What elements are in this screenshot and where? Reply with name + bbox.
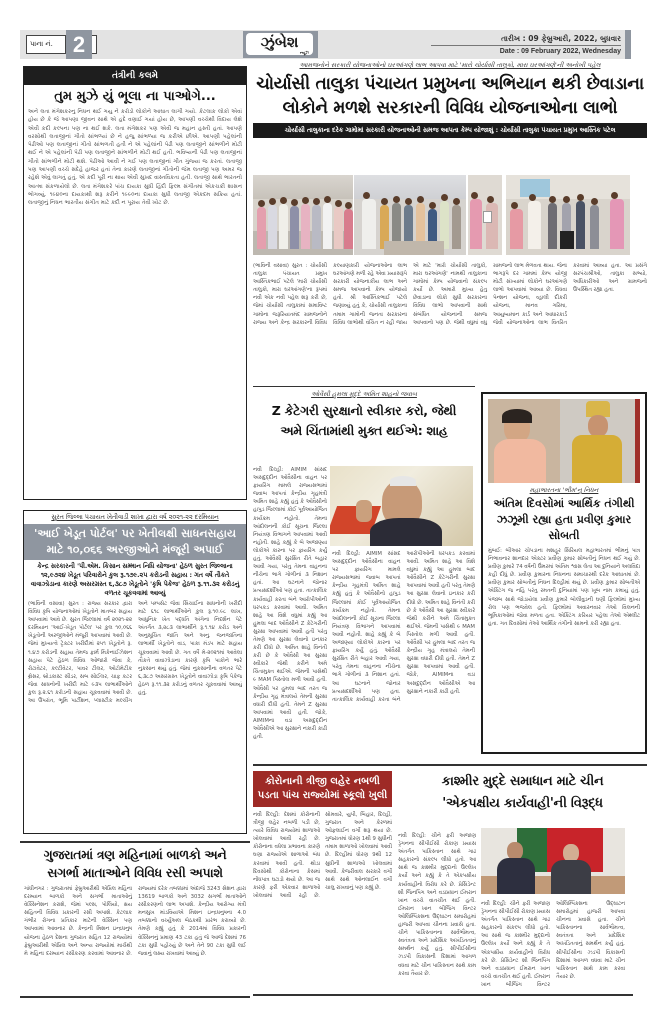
praveen-kumar-photo[interactable]: [488, 399, 640, 483]
divider: [253, 994, 633, 996]
divider: [253, 386, 475, 387]
praveen-kumar-story-box: [481, 392, 647, 754]
corona-headline-line-2: પડતા પાંચ રાજ્યોમાં સ્કૂલો ખુલી: [257, 790, 388, 801]
imran-khan-xi-jinping-photo[interactable]: [481, 828, 625, 894]
farmer-headline-line-2: માટે ૧૦,૦૬૬ અરજીઓને મંજૂરી અપાઈ: [46, 543, 224, 556]
header-accent-bar: [625, 30, 631, 59]
top-story-headline[interactable]: [253, 72, 647, 120]
kashmir-headline[interactable]: [398, 771, 647, 815]
date-block: [431, 33, 621, 57]
farmer-headline-line-1: 'આઈ ખેડૂત પોર્ટલ' પર ખેતીલક્ષી સાધનસહાય: [34, 527, 236, 540]
farmer-kicker: સુરત જિલ્લા પંચાયત ખેતીવાડી શાખા દ્વારા વર્ષ ૨૦૨૧-૨૨ દરમિયાન: [51, 514, 219, 521]
vaccine-body: ગાંધીનગર : ગુજરાતમાં ફેબ્રુઆરીથી એપ્રિલ મહિના દરમ્યાન બાળકો અને સગર્ભા માતાઓનું વેક્સિનેશન કરાશે, જેમાં પલ્સ, પોલિયો, ક્ષય સહિતની વિવિધ પ્રકારની રસી અપાશે. કેટલાક ગંભીર રોગના પ્રતિકાર માટેની વેક્સિન પણ આપવામાં આવનાર છે. કેન્દ્રની મિશન ઇન્દ્રધનુષ યોજના હેઠળ દેશના ગુજરાત સહિત 12 રાજ્યોમાં ફેબ્રુઆરીથી એપ્રિલ અને અન્ય રાજ્યોમાં માર્ચથી મે મહિના દરમ્યાન રસીકરણ કરવામાં આવનાર છે. રાજ્યમાં દરેક તબક્કામાં અંદાજે 3243 સેશન દ્વારા 13619 બાળકો અને 3032 સગર્ભા માતાઓને રસીકરણનો લાભ અપાશે. કેન્દ્રીય આરોગ્ય મંત્રી મનસુખ માંડવિયાએ મિશન ઇન્દ્રધનુષના 4.0 તબક્કાનો વર્ચ્યુઅલ બેઠકથી પ્રારંભ કરાવ્યો છે. તેમણે કહ્યું હતું કે 2014માં વિવિધ પ્રકારની વેક્સિનનું પ્રમાણ 43 ટકા હતું જે આજે દેશમાં 76 ટકા સુધી પહોંચ્યું છે અને તેને 90 ટકા સુધી લઈ જવાનું લક્ષ્ય રાખવામાં આવ્યું છે.: [24, 886, 246, 957]
vaccine-headline[interactable]: [20, 846, 250, 882]
vaccine-headline-line-1: ગુજરાતમાં ત્રણ મહિનામાં બાળકો અને: [43, 847, 227, 862]
page-number-frame: [92, 35, 97, 54]
page-number-label: પાના નં.: [26, 35, 66, 54]
masthead: [20, 30, 631, 59]
editorial-title[interactable]: તુમ મુઝે યું ભૂલા ના પાઓગે...: [54, 89, 216, 104]
date-english: Date : 09 February 2022, Wednesday: [499, 48, 621, 55]
pk-headline-line-2: ઝઝૂમી રહ્યા હતા પ્રવીણ કુમાર સોબતી: [496, 513, 632, 542]
logo-subtext: ન્યૂઝ: [299, 50, 309, 55]
date-gujarati: તારીખ : 09 ફેબ્રુઆરી, 2022, બુધવાર: [431, 33, 621, 46]
camp-photo-certificate[interactable]: [468, 175, 502, 255]
editorial-section-label: તંત્રીની કલમે: [24, 67, 246, 85]
top-story-strap: ચોર્યાસી તાલુકાના દરેક ગામોમાં સરકારી યોજનાઓની સમજ આપતા કેમ્પ યોજાશું : ચોર્યાસી તાલુકા પંચાયત પ્રમુખ આસ્તિક પટેલ: [253, 123, 647, 138]
shah-story-body: નવી દિલ્હી: AIMIM સાંસદ અસદુદ્દીન ઓવૈસીના વાહન પર ફાયરિંગ મામલે રાજ્યસભામાં જવાબ આપતાં કેન્દ્રીય ગૃહમંત્રી અમિત શાહે કહ્યું હતું કે ઓવૈસીનો હાપુડ જિલ્લામાં કોઈ પૂર્વઆયોજિત કાર્યક્રમ નહોતો. તેમના આંદોલનની કોઈ સૂચના જિલ્લા નિયંત્રણ વિભાગને આપવામાં આવી નહોતી. શાહે કહ્યું કે બે અજાણ્યા લોકોએ કારના પર ફાયરિંગ કર્યું હતું. ઓવૈસી સુરક્ષિત રીતે બહાર આવી ગયા, પરંતુ તેમના વાહનના નીચેના ભાગે ગોળીનાં ૩ નિશાન હતાં. આ ઘટનાને જોનાર પ્રત્યક્ષદર્શીઓ પણ હતા. તાત્કાલિક કાર્યવાહી કરતા બંને આરોપીઓની ધરપકડ કરવામાં આવી. અમિત શાહે આ વિશે વધુમાં કહ્યું આ હુમલા બાદ ઓવૈસીને Z કેટેગરીની સુરક્ષા આપવામાં આવી હતી પરંતુ તેમણે આ સુરક્ષા લેવાનો ઇનકાર કરી દીધો છે. અમિત શાહે વિનંતી કરી છે કે ઓવૈસી આ સુરક્ષા સ્વીકારે જેથી કરીને અમે ચિંતામુક્ત થઈએ. જેમની પાસેથી ૯ MAM પિસ્તોલ મળી આવી હતી. ઓવૈસી પર હુમલા બાદ તરત જ કેન્દ્રીય ગૃહ મંત્રાલયે તેમની સુરક્ષા વધારી દીધી હતી. તેમને Z સુરક્ષા આપવામાં આવી હતી. જોકે, AIMIMના વડા અસદુદ્દીન ઓવૈસીએ આ સુરક્ષાને નકારી કાઢી હતી.: [253, 467, 327, 741]
kashmir-headline-line-2: 'એકપક્ષીય કાર્યવાહી'ની વિરૂદ્ધ: [442, 796, 603, 811]
divider: [20, 841, 250, 843]
corona-headline-line-1: કોરોનાની ત્રીજી લહેર નબળી: [265, 776, 380, 787]
farmer-subhead: કેન્દ્ર સરકારની 'પી.એમ. કિસાન સમ્માન નિધિ યોજના' હેઠળ સુરત જિલ્લાના ૧૨,૯૭૨૪ ખેડૂત પરિવારોને કુલ રૂ.૧૭૯.૨૫ કરોડની સહાય : ગત વર્ષે તૌકતે વાવાઝોડાના કારણે અસરગ્રસ્ત ૬,૩૮૭ ખેડૂતોને 'કૃષિ પેકેજ' હેઠળ રૂ.૧૧.૩૨ કરોડનું વળતર ચૂકવવામાં આવ્યું: [30, 563, 240, 597]
kashmir-story-body-continued: નવી દિલ્હી: ચીને ફરી અજાણ ડ્રેગનના સીપીઈસી રોકાણ પ્રયાસ અંતર્ગત પાકિસ્તાન સાથે ગાઢ સહકારનો સંકલ્પ લીધો હતો. આ સાથે જ કાશ્મીર મુદ્દાનો ઉલ્લેખ કર્યો અને કહ્યું કે તે એકપક્ષીય કાર્યવાહીનો વિરોધ કરે છે. પ્રેસિડેન્ટ શી જિનપિંગ અને વડાપ્રધાન ઈમરાન ખાન વચ્ચે વાતચીત થઈ હતી. ઈમરાન ખાન બીજિંગ વિન્ટર ઓલિમ્પિક્સના ઉદ્ઘાટન સમારોહમાં હાજરી આપવા ચીનના પ્રવાસે હતા. ચીને પાકિસ્તાનના સાર્વભૌમત્વ, સ્વતંત્રતા અને પ્રાદેશિક અખંડિતતાનું સમર્થન કર્યું હતું. સીપીઈસીના ઝડપી વિકાસની દિશામાં આગળ વધવા માટે ચીન પાકિસ્તાન સાથે કામ કરવા તૈયાર છે.: [481, 901, 625, 988]
editorial-box: [23, 66, 247, 500]
pk-headline-line-1: અંતિમ દિવસોમાં આર્થિક તંગીથી: [493, 497, 635, 510]
farmer-headline[interactable]: [24, 524, 246, 560]
divider: [253, 764, 647, 766]
page-number: 2: [66, 30, 92, 59]
top-headline-line-2: લોકોને મળશે સરકારની વિવિધ યોજનાઓના લાભો: [282, 98, 618, 118]
top-story-header: [253, 61, 647, 171]
pk-story-body: મુંબઈ: બીઆર ચોપડાના મશહૂર સિરિયલ મહાભારતમાં ભીમનું પાત્ર નિભાવનાર શાનદાર એક્ટર પ્રવીણ કુમાર સોબતીનું નિધન થઈ ગયું છે. પ્રવીણ કુમારે 74 વર્ષની ઉંમરમાં અંતિમ શ્વાસ લેતા આ દુનિયાને અલવિદા કહી દીધું છે. પ્રવીણ કુમારના નિધનના સમાચારથી દરેક આઘાતમાં છે. પ્રવીણ કુમાર સોબતીનું નિધન દિલ્હીમાં થયું છે. પ્રવીણ કુમાર સોબતીએ એક્ટિંગ જ નહિ પરંતુ રમતની દુનિયામાં પણ ખૂબ નામ કમાયું હતું. પંજાબ સાથે જોડાયેલા પ્રવીણ કુમારે બોલીવુડની ઘણી ફિલ્મોમાં મુખ્ય રોલ પણ ભજવેલ હતો. ફિલ્મોમાં અવારનવાર તેઓ વિલનની ભૂમિકાઓમાં જોવા મળતા હતા. એક્ટિંગ કરિયર પહેલા તેઓ એથ્લીટ હતા. ગત દિવસોમાં તેઓ આર્થિક તંગીનો સામનો કરી રહ્યા હતા.: [488, 548, 640, 627]
top-story-kicker: આમજનોને સરકારી યોજનાઓનો ઘરઆંગણે લાભ આપવા માટે 'મારો ચોર્યાસી તાલુકો, મારા ઘરઆંગણે'ની અનોખી પહેલ: [299, 62, 601, 69]
vaccine-story: [20, 846, 250, 992]
shah-headline-line-2: અમે ચિંતામાંથી મુક્ત થઈએ: શાહ: [280, 423, 448, 438]
newspaper-logo[interactable]: [243, 31, 318, 58]
shah-story-header: [253, 390, 475, 462]
shah-story-body-continued: નવી દિલ્હી: AIMIM સાંસદ અસદુદ્દીન ઓવૈસીના વાહન પર ફાયરિંગ મામલે રાજ્યસભામાં જવાબ આપતાં કેન્દ્રીય ગૃહમંત્રી અમિત શાહે કહ્યું હતું કે ઓવૈસીનો હાપુડ જિલ્લામાં કોઈ પૂર્વઆયોજિત કાર્યક્રમ નહોતો. તેમના આંદોલનની કોઈ સૂચના જિલ્લા નિયંત્રણ વિભાગને આપવામાં આવી નહોતી. શાહે કહ્યું કે બે અજાણ્યા લોકોએ કારના પર ફાયરિંગ કર્યું હતું. ઓવૈસી સુરક્ષિત રીતે બહાર આવી ગયા, પરંતુ તેમના વાહનના નીચેના ભાગે ગોળીનાં ૩ નિશાન હતાં. આ ઘટનાને જોનાર પ્રત્યક્ષદર્શીઓ પણ હતા. તાત્કાલિક કાર્યવાહી કરતા બંને આરોપીઓની ધરપકડ કરવામાં આવી. અમિત શાહે આ વિશે વધુમાં કહ્યું આ હુમલા બાદ ઓવૈસીને Z કેટેગરીની સુરક્ષા આપવામાં આવી હતી પરંતુ તેમણે આ સુરક્ષા લેવાનો ઇનકાર કરી દીધો છે. અમિત શાહે વિનંતી કરી છે કે ઓવૈસી આ સુરક્ષા સ્વીકારે જેથી કરીને અમે ચિંતામુક્ત થઈએ. જેમની પાસેથી ૯ MAM પિસ્તોલ મળી આવી હતી. ઓવૈસી પર હુમલા બાદ તરત જ કેન્દ્રીય ગૃહ મંત્રાલયે તેમની સુરક્ષા વધારી દીધી હતી. તેમને Z સુરક્ષા આપવામાં આવી હતી. જોકે, AIMIMના વડા અસદુદ્દીન ઓવૈસીએ આ સુરક્ષાને નકારી કાઢી હતી.: [332, 551, 475, 703]
amit-shah-photo[interactable]: [330, 466, 473, 546]
shah-story-kicker: ઓવૈસી હુમલા મુદ્દે અમિત શાહનો જવાબ: [311, 391, 417, 398]
camp-photo-desk[interactable]: [354, 175, 466, 255]
corona-story: [253, 771, 392, 991]
corona-story-body: નવી દિલ્હી: દેશમાં કોરોનાની ત્રીજી લહેર નબળી પડી છે, ત્યારે વિવિધ રાજ્યોમાં શાળાઓ ખોલવામાં આવી રહી છે. કોરોનાના વધેલા પ્રભાવના કારણે ઘણા રાજ્યોએ શાળાઓ બંધ કરવામાં આવી હતી. થોડા દિવસોથી કોરોનાના કેસમાં નોંધપાત્ર ઘટાડો થયો છે. આ જ કારણે ફરી એકવાર શાળાઓ ખોલવામાં આવી રહી છે. સોમવારે, યુપી, બિહાર, દિલ્હી, ગુજરાત અને કેરળમાં ઓફલાઈન વર્ગો શરૂ થયા છે. ગુજરાતમાં ધોરણ 1થી 9 સુધીની તમામ શાળાઓ ખોલવામાં આવી છે. દિલ્હીમાં ધોરણ 9થી 12 સુધીની શાળાઓ ખોલવામાં આવી. કેજરીવાલ સરકારે વર્ગો સાથે સાથે ઓનલાઈન વર્ગો ચાલુ રાખવાનું પણ કહ્યું છે.: [253, 812, 392, 899]
shah-story-headline[interactable]: [253, 401, 475, 441]
kashmir-story-header: [398, 771, 647, 825]
top-headline-line-1: ચોર્યાસી તાલુકા પંચાયત પ્રમુખના અભિયાન થકી છેવાડાના: [256, 74, 644, 94]
camp-photo-computer[interactable]: [506, 175, 630, 255]
corona-headline[interactable]: [253, 771, 392, 807]
farmer-body: (ભાવિની વસાવા) સુરત : રાજ્ય સરકાર દ્વારા વિવિધ કૃષિ યોજનાઓમાં ખેડૂતોને માતબર સહાય આપવામાં આવે છે. સુરત જિલ્લામાં વર્ષ ૨૦૨૧-૨૨ દરમિયાન 'આઈ-ખેડૂત પોર્ટલ' પર કુલ ૧૦,૦૬૬ ખેડૂતોની અરજીઓને મંજૂરી આપવામાં આવી છે. જેમાં મુખ્યત્વે ટ્રેક્ટર ખરીદીમાં ૨૫૧ ખેડૂતોને રૂ. ૧.૪૭ કરોડની સહાય તેમજ ફાર્મ મિકેનાઈઝેશન સહાય પેટે હેઠળ વિવિધ ઓજારો જેવા કે, રોટાવેટર, કલ્ટીવેટર, પાવર ટીલર, ઓટોમેટીક થ્રેસર, બ્રોડકાસ્ટ સીડર, સબ સોઈલર, ચાફ કટર જેવા સાધનોની ખરીદી માટે ૯૩૫ લાભાર્થીઓને કુલ રૂ.૨.૬૧ કરોડની સહાય ચૂકવવામાં આવી છે. આ ઉપરાંત, ભૂમિ પાર્ટીશન, પ્લાસ્ટીક મલ્ચીંગ અને પમ્પસેટ જેવા સિંચાઈના સાધનોની ખરીદી માટે ૬૧૮ લાભાર્થીઓને કુલ રૂ.૧૦.૯૮ લાખ, આધુનિક ખેત પદ્ધતિ અંગેના નિદર્શન પેટે અંતર્ગત ૩,૨૮૩ લાભાર્થીને રૂ.૧.૧૪ કરોડ અને અનુસૂચિત જાતિ અને અનુ. જનજાતિના લાભાર્થી ખેડૂતોને વાડ, પાકા મંડપ માટે સહાય ચૂકવવામાં આવી છે. ગત વર્ષે મે-૨૦૨૧માં આવેલા તૌકતે વાવાઝોડાના કારણે કૃષિ પાકોને ભારે નુકસાન થયું હતું. જેમાં નુકસાનીના વળતર પેટે ૬,૩૮૭ અસરગ્રસ્ત ખેડૂતોને વાવાઝોડા કૃષિ પેકેજ હેઠળ રૂ.૧૧.૩૨ કરોડનું વળતર ચૂકવવામાં આવ્યું હતું.: [28, 601, 242, 705]
shah-headline-line-1: Z કેટેગરી સુરક્ષાનો સ્વીકાર કરો, જેથી: [271, 403, 457, 418]
logo-text: ઝુંબેશ: [260, 33, 299, 51]
pk-story-headline[interactable]: [483, 495, 645, 545]
divider: [20, 996, 250, 998]
farmer-story-box: [23, 510, 247, 834]
editorial-body: અને લતા મંગેશકરનુ નિધન થઈ ગયુ ને કરોડો લોકોને આઘાત લાગી ગયો. કેટલાક લોકો એવાં હોય છે કે જે આપણા જીવન સાથે એ હદે વણાઈ ગયાં હોય છે, આપણી વચ્ચેથી વિદાય લેશે એવી કદી કલ્પના પણ ના થઈ શકે. લતા મંગેશકર પણ એવી જ મહાન હસ્તી હતાં. આપણે વરસોથી લતાજીનાં ગીતો સાંભળ્યાં છે ને હજુ સાંભળ્યા જ કરીએ છીએ. આપણી પહેલાંની પેઢીઓ પણ લતાજીનાં ગીતો સાંભળતી હતી ને એ પહેલાંની પેઢી પણ લતાજીને સાંભળીને મોટી થઈ ને એ પહેલાંની પેઢી પણ લતાજીને સાંભળીને મોટી થઈ હતી. ભવિષ્યની પેઢી પણ લતાજીનાં ગીતો સાંભળીને મોટી થશે. પેઢીઓ આવી ને ગઈ પણ લતાજીનાં ગીત ગુંજ્યા જ કરતાં. લતાજી પણ આપણી વચ્ચે સદેહે હાજર હતાં તેના કારણે લતાજીનાં ગીતોની જેમ લતાજી પણ અમર જ રહેશે એવું લાગતું હતું. એ કદી પૂરી ના થાય એવી સુખદ વાસ્તવિકતા હતી. લતાજી સાથે ભારતનો આત્મા સંકળાયેલો છે. લતા મંગેશકરે પાંચ દાયકા સુધી હિંદી ફિલ્મ સંગીતમાં એકચક્રી શાસન ભોગવ્યું. ૧૯૪૦ના દાયકાથી શરૂ કરીને ૧૯૯૦ના દાયકા સુધી લતાજી એકદમ સક્રિય હતાં. લતાજીનું નિધન ભારતીય સંગીત માટે કદી ન પૂરાય તેવી ખોટ છે.: [28, 109, 242, 207]
vaccine-headline-line-2: સગર્ભા માતાઓને વિવિધ રસી અપાશે: [47, 865, 223, 880]
kashmir-headline-line-1: કાશ્મીર મુદ્દે સમાધાન માટે ચીન: [441, 774, 604, 789]
pk-story-kicker: મહાભારતના 'ભીમ'નુ નિધન: [529, 487, 599, 494]
camp-photo-group[interactable]: [253, 175, 353, 255]
top-story-body: (ભાવિની વસાવા) સુરત : ચોર્યાસી તાલુકા પંચાયત પ્રમુખ આસ્તિકભાઈ પટેલે 'મારો ચોર્યાસી તાલુકો, મારા ઘરઆંગણે'ના રૂપમાં નવી એક નવી પહેલ શરૂ કરી છે, જેમાં ચોર્યાસી તાલુકામાં સમાવિષ્ટ ગામોના જરૂરિયાતમંદ ગ્રામજનોને રાજ્ય અને કેન્દ્ર સરકારની વિવિધ કલ્યાણકારી યોજનાઓના લાભ ઘરઆંગણે મળી રહે એવા પ્રયાસરૂપે સરકારી યોજનાકીય લાભ અને સમજ આપવાનો કેમ્પ યોજાયો હતો. શ્રી આસ્તિકભાઈ પટેલે જણાવ્યું હતું કે, ચોર્યાસી તાલુકાના તમામ ગામોની જનતા સરકારના વિવિધ લાભોથી વંચિત ન રહી જાય એ માટે 'મારો ચોર્યાસી તાલુકો, મારા ઘરઆંગણે' નામથી તાલુકાના ગામોમાં કેમ્પ યોજવાનો સંકલ્પ કર્યો છે. અમારો મુખ્ય હેતુ છેવાડાના લોકો સુધી સરકારના વિવિધ લાભો આપવાની સાથે સંબંધિત યોજનાની સમજ આપવાનો પણ છે. જેથી વધુમાં વધુ ગ્રામજનો લાભ મેળવતા થાય. જેના ભાગરૂપે દર ગામમાં કેમ્પ યોજી મોટી સંખ્યામાં લોકોને ઘરઆંગણે લાભો આપવામાં આવ્યા છે. વિધવા પેન્શન યોજના, વ્હાલી દીકરી યોજના, માનવ ગરિમા, આયુષ્યમાન કાર્ડ અને આધારકાર્ડ જેવી યોજનાઓના લાભ વિતરિત કરવામાં આવ્યા હતા. આ પ્રસંગે સરપંચશ્રીઓ, તાલુકા સભ્યો, અધિકારીઓ અને ગ્રામજનો ઉપસ્થિત રહ્યા હતા.: [253, 263, 647, 326]
kashmir-story-body: નવી દિલ્હી: ચીને ફરી અજાણ ડ્રેગનના સીપીઈસી રોકાણ પ્રયાસ અંતર્ગત પાકિસ્તાન સાથે ગાઢ સહકારનો સંકલ્પ લીધો હતો. આ સાથે જ કાશ્મીર મુદ્દાનો ઉલ્લેખ કર્યો અને કહ્યું કે તે એકપક્ષીય કાર્યવાહીનો વિરોધ કરે છે. પ્રેસિડેન્ટ શી જિનપિંગ અને વડાપ્રધાન ઈમરાન ખાન વચ્ચે વાતચીત થઈ હતી. ઈમરાન ખાન બીજિંગ વિન્ટર ઓલિમ્પિક્સના ઉદ્ઘાટન સમારોહમાં હાજરી આપવા ચીનના પ્રવાસે હતા. ચીને પાકિસ્તાનના સાર્વભૌમત્વ, સ્વતંત્રતા અને પ્રાદેશિક અખંડિતતાનું સમર્થન કર્યું હતું. સીપીઈસીના ઝડપી વિકાસની દિશામાં આગળ વધવા માટે ચીન પાકિસ્તાન સાથે કામ કરવા તૈયાર છે.: [398, 833, 476, 977]
